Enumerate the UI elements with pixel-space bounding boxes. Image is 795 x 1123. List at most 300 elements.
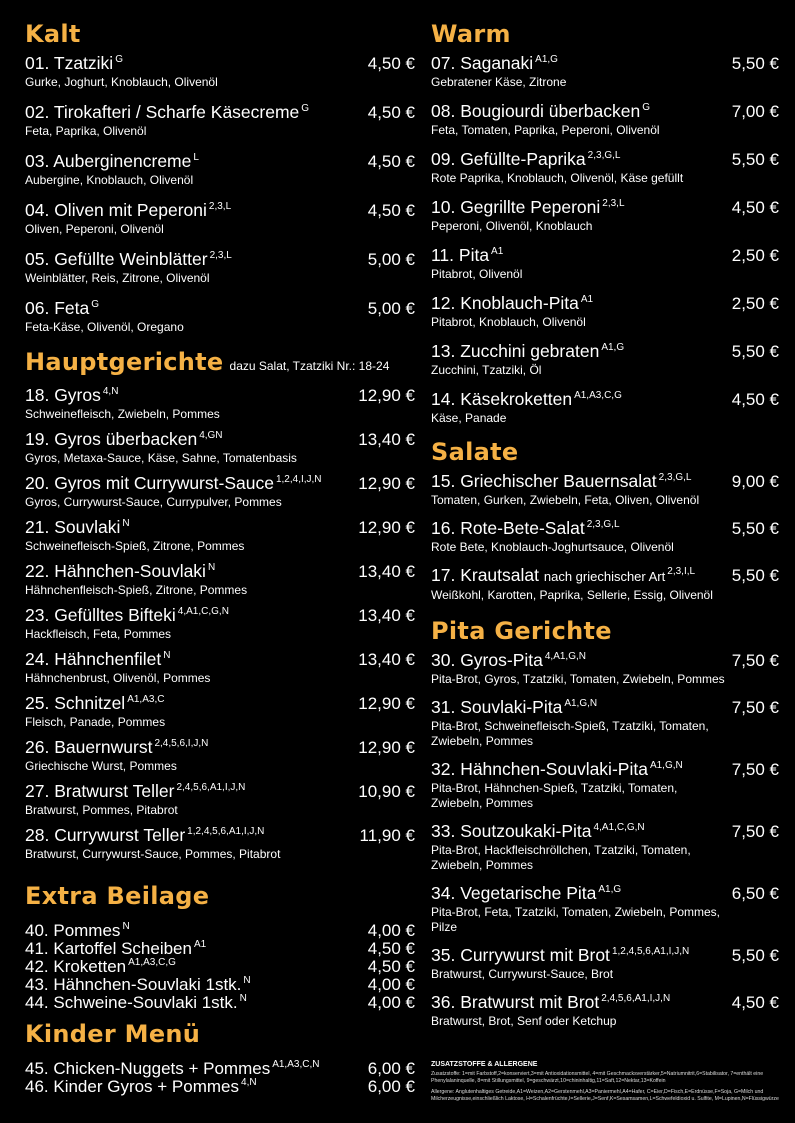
section-title-pita-gerichte: Pita Gerichte (431, 617, 612, 645)
menu-item-name (431, 340, 624, 362)
menu-item-name (25, 101, 309, 123)
allergen-codes: N (122, 921, 130, 933)
menu-item-title: 23. Gefülltes Bifteki (25, 605, 176, 625)
menu-item-title: 16. Rote-Bete-Salat (431, 518, 585, 538)
menu-item-description: Hähnchenbrust, Olivenöl, Pommes (25, 671, 211, 685)
menu-item-description: Aubergine, Knoblauch, Olivenöl (25, 173, 194, 187)
menu-item-name (25, 428, 223, 450)
menu-item-description: Schweinefleisch, Zwiebeln, Pommes (25, 407, 220, 421)
menu-item-price: 4,00 € (367, 993, 415, 1012)
menu-item (431, 196, 779, 234)
menu-item-price: 6,00 € (367, 1077, 415, 1096)
menu-item-name (25, 692, 164, 714)
menu-item-title: 31. Souvlaki-Pita (431, 697, 563, 717)
menu-item-row (25, 428, 415, 451)
section-title-extra-beilage: Extra Beilage (25, 882, 210, 910)
menu-item-name (25, 824, 264, 846)
menu-item-row (25, 824, 415, 847)
menu-item-price: 5,50 € (731, 566, 779, 585)
menu-item-description: Hähnchenfleisch-Spieß, Zitrone, Pommes (25, 583, 248, 597)
menu-item-description: Zucchini, Tzatziki, Öl (431, 363, 542, 377)
menu-item-name (25, 384, 118, 406)
allergen-codes: A1,A3,C,N (272, 1059, 320, 1071)
menu-item-name (431, 470, 691, 492)
menu-item-price: 6,50 € (731, 884, 779, 903)
menu-item-row (25, 52, 415, 75)
menu-item-name (431, 944, 689, 966)
menu-item (431, 649, 779, 687)
pita-list (431, 649, 779, 1029)
section-title-salate: Salate (431, 438, 519, 466)
menu-item-title: 10. Gegrillte Peperoni (431, 197, 601, 217)
menu-item (25, 560, 415, 598)
allergen-codes: A1 (193, 939, 207, 951)
menu-item-price: 5,50 € (731, 342, 779, 361)
menu-item-row (25, 976, 415, 994)
menu-item-title: 02. Tirokafteri / Scharfe Käsecreme (25, 102, 300, 122)
menu-item-title: 04. Oliven mit Peperoni (25, 200, 207, 220)
menu-item (25, 150, 415, 188)
allergen-codes: 1,2,4,5,6,A1,I,J,N (611, 946, 690, 958)
menu-item-row (25, 994, 415, 1012)
allergen-codes: 4,A1,G,N (544, 651, 586, 663)
menu-item (25, 472, 415, 510)
menu-item-price: 4,00 € (367, 921, 415, 940)
menu-item-name (25, 940, 206, 958)
menu-item-title: 11. Pita (431, 245, 490, 265)
menu-item-row (431, 470, 779, 493)
menu-item-description: Tomaten, Gurken, Zwiebeln, Feta, Oliven, Olivenöl (431, 493, 700, 507)
menu-item-price: 7,50 € (731, 822, 779, 841)
menu-item-name (431, 696, 597, 718)
menu-item-price: 13,40 € (358, 650, 415, 669)
allergen-codes: 1,2,4,I,J,N (275, 474, 322, 486)
section-title-hauptgerichte (25, 346, 415, 382)
menu-item (431, 470, 779, 508)
menu-item-price: 4,50 € (731, 390, 779, 409)
menu-item-row (431, 758, 779, 781)
footnote-additives: Zusatzstoffe: 1=mit Farbstoff,2=konserviert,3=mit Antioxidationsmittel, 4=mit Geschmacksverstärker,5=Natriumnitrit,6=Stabilisator, 7=enthält eine Phenylalaninquelle, 8=mit Stillungsmittel, 9=geschwärzt,10=chininhaltig,11=Saft,12=Nektar,13=Koffein (431, 1071, 764, 1084)
menu-item-title: 21. Souvlaki (25, 517, 121, 537)
menu-item (25, 648, 415, 686)
menu-item-title: 07. Saganaki (431, 53, 534, 73)
menu-item-price: 4,50 € (367, 939, 415, 958)
allergen-codes: N (243, 975, 251, 987)
menu-item-description: Pitabrot, Knoblauch, Olivenöl (431, 315, 586, 329)
allergen-codes: A1 (491, 246, 504, 258)
menu-item-title: 26. Bauernwurst (25, 737, 153, 757)
allergen-codes: 2,4,5,6,A1,I,J,N (176, 782, 246, 794)
menu-item-title: 15. Griechischer Bauernsalat (431, 471, 657, 491)
right-column (431, 18, 779, 1038)
menu-item (431, 52, 779, 90)
menu-item (25, 516, 415, 554)
menu-item (25, 1078, 415, 1096)
menu-item (431, 696, 779, 749)
menu-item (25, 780, 415, 818)
allergen-codes: N (207, 562, 216, 574)
menu-item-name (431, 820, 645, 842)
menu-item (431, 564, 779, 603)
kinder-list (25, 1060, 415, 1096)
menu-item-description: Pita-Brot, Schweinefleisch-Spieß, Tzatziki, Tomaten, Zwiebeln, Pommes (431, 719, 709, 748)
allergen-codes: 1,2,4,5,6,A1,I,J,N (187, 826, 265, 838)
menu-item-row (431, 148, 779, 171)
menu-item-title: 14. Käsekroketten (431, 389, 573, 409)
menu-item-row (431, 196, 779, 219)
allergen-codes: A1,G (535, 54, 558, 66)
menu-item-title: 17. Krautsalat (431, 565, 539, 585)
menu-item-price: 4,50 € (367, 152, 415, 171)
allergen-codes: A1 (580, 294, 594, 306)
allergen-codes: 4,N (102, 386, 119, 398)
menu-item-title: 28. Currywurst Teller (25, 825, 186, 845)
menu-item-price: 4,50 € (731, 198, 779, 217)
allergen-footnote (431, 1060, 781, 1103)
menu-item-description: Bratwurst, Brot, Senf oder Ketchup (431, 1014, 617, 1028)
menu-item-row (431, 292, 779, 315)
hauptgerichte-subtitle: dazu Salat, Tzatziki Nr.: 18-24 (229, 359, 390, 373)
menu-item-price: 2,50 € (731, 294, 779, 313)
allergen-codes: A1,G,N (649, 760, 683, 772)
menu-item-name (431, 758, 683, 780)
menu-item-title: 22. Hähnchen-Souvlaki (25, 561, 206, 581)
menu-item-name (431, 517, 620, 539)
menu-item-description: Pita-Brot, Feta, Tzatziki, Tomaten, Zwiebeln, Pommes, Pilze (431, 905, 720, 934)
menu-item-description: Pita-Brot, Hähnchen-Spieß, Tzatziki, Tomaten, Zwiebeln, Pommes (431, 781, 678, 810)
menu-item-name (25, 472, 322, 494)
allergen-codes: A1,G (598, 884, 622, 896)
menu-item-name (431, 100, 650, 122)
menu-item-row (25, 692, 415, 715)
menu-item (431, 758, 779, 811)
menu-item (25, 736, 415, 774)
menu-item-price: 4,50 € (731, 993, 779, 1012)
menu-item-row (25, 958, 415, 976)
menu-item (25, 428, 415, 466)
menu-item-title: 08. Bougiourdi überbacken (431, 101, 641, 121)
menu-item-description: Gyros, Metaxa-Sauce, Käse, Sahne, Tomatenbasis (25, 451, 297, 465)
menu-item-name (25, 780, 245, 802)
allergen-codes: 2,3,I,L (667, 566, 696, 578)
allergen-codes: A1,A3,C (127, 694, 165, 706)
menu-item-description: Weißkohl, Karotten, Paprika, Sellerie, Essig, Olivenöl (431, 588, 713, 602)
allergen-codes: 2,3,L (602, 198, 625, 210)
menu-item-price: 10,90 € (358, 782, 415, 801)
allergen-codes: A1,A3,C,G (128, 957, 176, 969)
menu-item-row (25, 648, 415, 671)
menu-item-title: 18. Gyros (25, 385, 101, 405)
section-title-kinder-menu: Kinder Menü (25, 1020, 201, 1048)
menu-item-name (431, 388, 622, 410)
menu-item-row (25, 199, 415, 222)
allergen-codes: 2,3,L (208, 201, 232, 213)
menu-item-name (25, 52, 123, 74)
menu-item (25, 101, 415, 139)
menu-item (25, 384, 415, 422)
menu-item-row (25, 1060, 415, 1078)
menu-item (431, 292, 779, 330)
menu-item-description: Käse, Panade (431, 411, 507, 425)
menu-item-name (431, 649, 586, 671)
menu-item-name (25, 297, 99, 319)
menu-item (431, 991, 779, 1029)
menu-item-title: 27. Bratwurst Teller (25, 781, 175, 801)
menu-item-price: 12,90 € (358, 386, 415, 405)
menu-item (25, 940, 415, 958)
menu-item-row (431, 388, 779, 411)
beilage-list (25, 922, 415, 1012)
menu-item-price: 7,50 € (731, 651, 779, 670)
menu-item-row (25, 940, 415, 958)
allergen-codes: 2,3,G,L (587, 150, 621, 162)
menu-item-title: 13. Zucchini gebraten (431, 341, 600, 361)
menu-item-name (25, 604, 229, 626)
menu-item-description: Rote Bete, Knoblauch-Joghurtsauce, Olivenöl (431, 540, 674, 554)
menu-item-name (25, 150, 199, 172)
menu-item-name (25, 648, 170, 670)
allergen-codes: N (163, 650, 171, 662)
warm-list (431, 52, 779, 426)
menu-item-row (431, 100, 779, 123)
menu-item-name (25, 248, 232, 270)
menu-item-row (25, 604, 415, 627)
menu-item-title: 06. Feta (25, 298, 90, 318)
section-title-warm: Warm (431, 20, 511, 48)
allergen-codes: 4,A1,C,G,N (177, 606, 229, 618)
menu-item-title: 42. Kroketten (25, 957, 127, 976)
menu-item (25, 994, 415, 1012)
section-title-kalt: Kalt (25, 20, 81, 48)
allergen-codes: 2,3,G,L (658, 472, 692, 484)
menu-item (431, 244, 779, 282)
menu-item-row (431, 517, 779, 540)
menu-item-title: 01. Tzatziki (25, 53, 114, 73)
menu-item-name (25, 958, 176, 976)
menu-item-price: 13,40 € (358, 562, 415, 581)
menu-item-description: Feta, Tomaten, Paprika, Peperoni, Olivenöl (431, 123, 660, 137)
allergen-codes: 2,4,5,6,A1,I,J,N (601, 993, 671, 1005)
menu-item (431, 820, 779, 873)
menu-item-title: 44. Schweine-Souvlaki 1stk. (25, 993, 238, 1012)
menu-item (431, 148, 779, 186)
menu-item-row (431, 882, 779, 905)
menu-item-name (25, 736, 208, 758)
menu-item-row (25, 384, 415, 407)
menu-item (25, 297, 415, 335)
menu-item-title: 20. Gyros mit Currywurst-Sauce (25, 473, 274, 493)
menu-item-price: 5,50 € (731, 519, 779, 538)
menu-item-price: 4,50 € (367, 54, 415, 73)
menu-item-price: 13,40 € (358, 606, 415, 625)
menu-item-price: 12,90 € (358, 474, 415, 493)
menu-item-description: Peperoni, Olivenöl, Knoblauch (431, 219, 593, 233)
menu-item-title: 40. Pommes (25, 921, 121, 940)
menu-item-note: nach griechischer Art (543, 569, 666, 584)
left-column (25, 18, 415, 1096)
menu-item (25, 199, 415, 237)
menu-item-price: 12,90 € (358, 518, 415, 537)
menu-item-title: 19. Gyros überbacken (25, 429, 198, 449)
allergen-codes: 2,3,L (209, 250, 232, 262)
menu-item-price: 7,50 € (731, 760, 779, 779)
menu-item-price: 4,50 € (367, 201, 415, 220)
menu-item-name (25, 994, 247, 1012)
allergen-codes: 2,4,5,6,I,J,N (154, 738, 209, 750)
menu-item-title: 24. Hähnchenfilet (25, 649, 162, 669)
menu-item-description: Schweinefleisch-Spieß, Zitrone, Pommes (25, 539, 245, 553)
menu-item-title: 43. Hähnchen-Souvlaki 1stk. (25, 975, 242, 994)
menu-item-name (431, 292, 593, 314)
menu-item-price: 12,90 € (358, 738, 415, 757)
menu-item (25, 248, 415, 286)
menu-item-row (431, 696, 779, 719)
menu-item-price: 7,50 € (731, 698, 779, 717)
menu-item (25, 976, 415, 994)
allergen-codes: G (642, 102, 650, 114)
hauptgerichte-title: Hauptgerichte (25, 348, 224, 376)
menu-item-title: 34. Vegetarische Pita (431, 883, 597, 903)
menu-item-title: 46. Kinder Gyros + Pommes (25, 1077, 240, 1096)
menu-item-description: Gyros, Currywurst-Sauce, Currypulver, Pommes (25, 495, 282, 509)
menu-item-description: Griechische Wurst, Pommes (25, 759, 177, 773)
menu-item-row (431, 340, 779, 363)
menu-item-name (25, 922, 130, 940)
menu-item-description: Bratwurst, Currywurst-Sauce, Brot (431, 967, 614, 981)
menu-item-row (431, 944, 779, 967)
allergen-codes: G (115, 54, 123, 66)
menu-item-description: Hackfleisch, Feta, Pommes (25, 627, 172, 641)
menu-item-name (431, 52, 558, 74)
menu-item (431, 944, 779, 982)
menu-item-description: Weinblätter, Reis, Zitrone, Olivenöl (25, 271, 210, 285)
menu-item-price: 4,50 € (367, 957, 415, 976)
menu-item-title: 09. Gefüllte-Paprika (431, 149, 586, 169)
allergen-codes: A1,G,N (564, 698, 598, 710)
menu-item-price: 5,00 € (367, 250, 415, 269)
allergen-codes: 4,A1,C,G,N (593, 822, 645, 834)
menu-item (431, 388, 779, 426)
allergen-codes: N (122, 518, 130, 530)
menu-item (431, 882, 779, 935)
menu-item-description: Pitabrot, Olivenöl (431, 267, 523, 281)
footnote-allergens: Allergene: Anglutenhaltiges Getreide,A1=Weizen,A2=Gerstenmehl,A3=Paniermehl,A4=Hafer, C=Eier,D=Fisch,E=Erdnüsse,F=Soja, G=Milch und Milcherzeugnisse,einschließlich Laktose, H=Schalenfrüchte,I=Sellerie,J=Senf,K=Sesamsamen,L=Schwefeldioxid u. Sulfite, M=Lupinen,N=Flüssigwürze (431, 1089, 779, 1102)
menu-item-row (25, 297, 415, 320)
menu-item-row (25, 922, 415, 940)
menu-item-name (431, 148, 620, 170)
menu-item-title: 30. Gyros-Pita (431, 650, 543, 670)
menu-item (25, 604, 415, 642)
menu-item-row (25, 516, 415, 539)
menu-item-price: 9,00 € (731, 472, 779, 491)
kalt-list (25, 52, 415, 335)
allergen-codes: L (193, 152, 199, 164)
menu-item (25, 692, 415, 730)
allergen-codes: 4,N (241, 1077, 257, 1089)
allergen-codes: 2,3,G,L (586, 519, 620, 531)
menu-item-name (25, 976, 251, 994)
menu-item (431, 100, 779, 138)
menu-item (25, 52, 415, 90)
menu-item (431, 517, 779, 555)
menu-item-name (431, 991, 670, 1013)
menu-item-name (431, 244, 503, 266)
menu-item-name (25, 199, 231, 221)
menu-item-price: 12,90 € (358, 694, 415, 713)
menu-item-description: Gebratener Käse, Zitrone (431, 75, 567, 89)
menu-item-title: 33. Soutzoukaki-Pita (431, 821, 592, 841)
menu-item-name (431, 564, 695, 588)
menu-item (25, 1060, 415, 1078)
menu-item-description: Feta-Käse, Olivenöl, Oregano (25, 320, 184, 334)
allergen-codes: G (91, 299, 99, 311)
menu-item (25, 824, 415, 862)
menu-item-description: Pita-Brot, Gyros, Tzatziki, Tomaten, Zwiebeln, Pommes (431, 672, 725, 686)
menu-item-row (25, 472, 415, 495)
allergen-codes: A1,G (601, 342, 625, 354)
menu-item-row (25, 101, 415, 124)
menu-item-row (25, 1078, 415, 1096)
menu-item-title: 41. Kartoffel Scheiben (25, 939, 192, 958)
allergen-codes: N (239, 993, 247, 1005)
menu-item-row (25, 150, 415, 173)
menu-item-row (431, 991, 779, 1014)
menu-item-title: 32. Hähnchen-Souvlaki-Pita (431, 759, 648, 779)
menu-item-description: Pita-Brot, Hackfleischröllchen, Tzatziki, Tomaten, Zwiebeln, Pommes (431, 843, 691, 872)
menu-item-row (431, 244, 779, 267)
menu-item-name (431, 196, 625, 218)
menu-item-description: Bratwurst, Pommes, Pitabrot (25, 803, 178, 817)
menu-item-price: 5,00 € (367, 299, 415, 318)
menu-item-row (25, 248, 415, 271)
menu-item-row (25, 560, 415, 583)
menu-item-name (25, 1060, 319, 1078)
menu-item-price: 11,90 € (359, 826, 415, 845)
menu-item-row (431, 564, 779, 588)
menu-item-row (25, 736, 415, 759)
menu-item-name (25, 560, 215, 582)
menu-item-title: 05. Gefüllte Weinblätter (25, 249, 208, 269)
allergen-codes: A1,A3,C,G (574, 390, 622, 402)
menu-item-row (431, 52, 779, 75)
menu-item-row (25, 780, 415, 803)
menu-item-price: 5,50 € (731, 150, 779, 169)
menu-item-price: 7,00 € (731, 102, 779, 121)
menu-item-name (25, 516, 130, 538)
menu-item-price: 4,00 € (367, 975, 415, 994)
menu-item-price: 2,50 € (731, 246, 779, 265)
menu-item-price: 13,40 € (358, 430, 415, 449)
menu-item (431, 340, 779, 378)
menu-item-title: 36. Bratwurst mit Brot (431, 992, 600, 1012)
menu-item-description: Oliven, Peperoni, Olivenöl (25, 222, 164, 236)
menu-item-price: 6,00 € (367, 1059, 415, 1078)
menu-item-description: Gurke, Joghurt, Knoblauch, Olivenöl (25, 75, 218, 89)
menu-item-row (431, 820, 779, 843)
menu-item-row (431, 649, 779, 672)
menu-item-price: 4,50 € (367, 103, 415, 122)
menu-item-description: Bratwurst, Currywurst-Sauce, Pommes, Pitabrot (25, 847, 281, 861)
menu-item-title: 45. Chicken-Nuggets + Pommes (25, 1059, 271, 1078)
menu-item (25, 922, 415, 940)
menu-item-description: Feta, Paprika, Olivenöl (25, 124, 147, 138)
menu-item-description: Fleisch, Panade, Pommes (25, 715, 166, 729)
menu-item-title: 35. Currywurst mit Brot (431, 945, 610, 965)
salate-list (431, 470, 779, 603)
menu-item-description: Rote Paprika, Knoblauch, Olivenöl, Käse gefüllt (431, 171, 684, 185)
allergen-codes: 4,GN (199, 430, 223, 442)
footnote-title: ZUSATZSTOFFE & ALLERGENE (431, 1061, 538, 1068)
